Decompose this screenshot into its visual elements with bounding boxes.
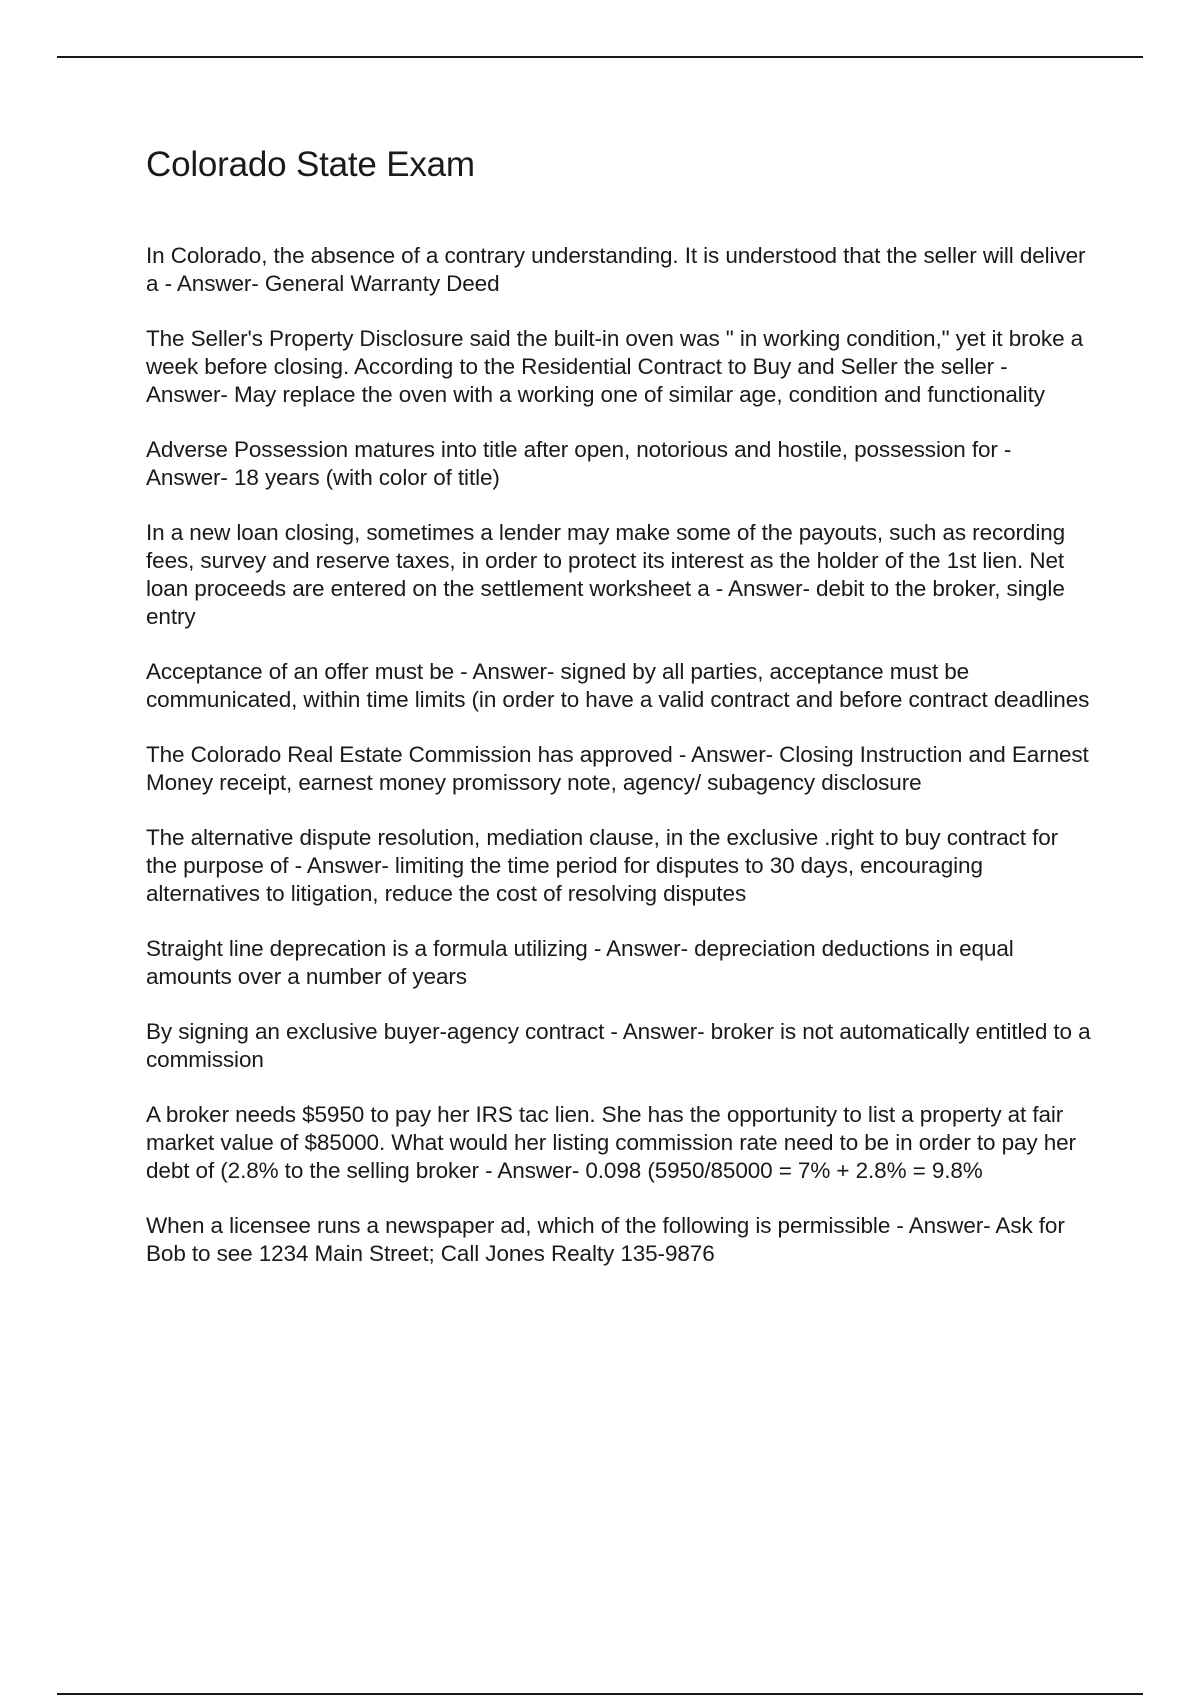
document-title: Colorado State Exam [146,145,475,184]
qa-item: In a new loan closing, sometimes a lender may make some of the payouts, such as recording fees, survey and reserve taxes, in order to protect its interest as the holder of the 1st lien. Net loan proceeds are entered on the settlement worksheet a - Answer- debit to the broker, single entry [146,520,1066,629]
qa-item: The alternative dispute resolution, mediation clause, in the exclusive .right to buy contract for the purpose of - Answer- limiting the time period for disputes to 30 days, encouraging alternatives to litigation, reduce the cost of resolving disputes [146,825,1059,906]
qa-item: In Colorado, the absence of a contrary understanding. It is understood that the seller will deliver a - Answer- General Warranty Deed [146,243,1086,296]
qa-item: Adverse Possession matures into title after open, notorious and hostile, possession for - Answer- 18 years (with color of title) [146,437,1012,490]
qa-item: A broker needs $5950 to pay her IRS tac lien. She has the opportunity to list a property at fair market value of $85000. What would her listing commission rate need to be in order to pay her debt of (2.8% to the selling broker - Answer- 0.098 (5950/85000 = 7% + 2.8% = 9.8% [146,1102,1076,1183]
qa-item: By signing an exclusive buyer-agency contract - Answer- broker is not automatically entitled to a commission [146,1019,1091,1072]
qa-list [146,242,1091,1268]
qa-item: Straight line deprecation is a formula utilizing - Answer- depreciation deductions in equal amounts over a number of years [146,936,1014,989]
qa-item: The Seller's Property Disclosure said the built-in oven was " in working condition," yet it broke a week before closing. According to the Residential Contract to Buy and Seller the seller - Answer- May replace the oven with a working one of similar age, condition and functionality [146,326,1084,407]
qa-item: When a licensee runs a newspaper ad, which of the following is permissible - Answer- Ask for Bob to see 1234 Main Street; Call Jones Realty 135-9876 [146,1213,1065,1266]
qa-item: Acceptance of an offer must be - Answer- signed by all parties, acceptance must be communicated, within time limits (in order to have a valid contract and before contract deadlines [146,659,1090,712]
document-page [146,140,1091,1295]
top-divider [57,56,1143,58]
qa-item: The Colorado Real Estate Commission has approved - Answer- Closing Instruction and Earnest Money receipt, earnest money promissory note, agency/ subagency disclosure [146,742,1089,795]
bottom-divider [57,1693,1143,1695]
